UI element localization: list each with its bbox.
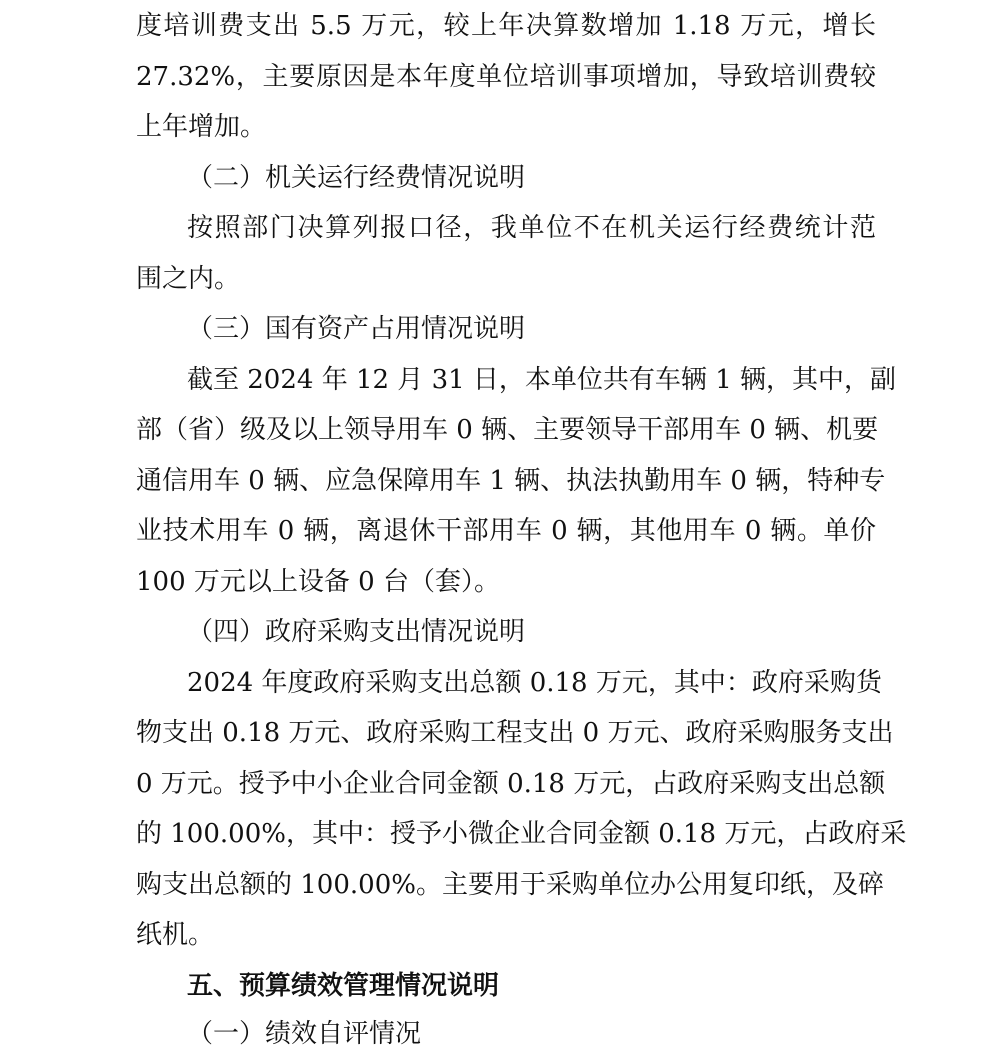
paragraph-line: 2024 年度政府采购支出总额 0.18 万元，其中：政府采购货 [187, 668, 882, 698]
paragraph-line: 通信用车 0 辆、应急保障用车 1 辆、执法执勤用车 0 辆，特种专 [136, 466, 886, 496]
chapter-heading-performance: 五、预算绩效管理情况说明 [187, 971, 500, 1001]
paragraph-line: 截至 2024 年 12 月 31 日，本单位共有车辆 1 辆，其中，副 [187, 365, 896, 395]
section-heading-state-assets: （三）国有资产占用情况说明 [187, 314, 526, 344]
paragraph-line: 购支出总额的 100.00%。主要用于采购单位办公用复印纸，及碎 [136, 870, 884, 900]
paragraph-line: 业技术用车 0 辆，离退休干部用车 0 辆，其他用车 0 辆。单价 [136, 516, 876, 546]
paragraph-line: 物支出 0.18 万元、政府采购工程支出 0 万元、政府采购服务支出 [136, 718, 894, 748]
paragraph-line: 纸机。 [136, 920, 215, 950]
paragraph-line: 上年增加。 [136, 112, 267, 142]
section-heading-self-evaluation: （一）绩效自评情况 [187, 1019, 422, 1049]
paragraph-line: 部（省）级及以上领导用车 0 辆、主要领导干部用车 0 辆、机要 [136, 415, 879, 445]
paragraph-line: 27.32%，主要原因是本年度单位培训事项增加，导致培训费较 [136, 62, 876, 92]
paragraph-line: 100 万元以上设备 0 台（套）。 [136, 567, 500, 597]
paragraph-line: 围之内。 [136, 264, 241, 294]
paragraph-line: 的 100.00%，其中：授予小微企业合同金额 0.18 万元，占政府采 [136, 819, 907, 849]
section-heading-admin-costs: （二）机关运行经费情况说明 [187, 163, 526, 193]
section-heading-procurement: （四）政府采购支出情况说明 [187, 617, 526, 647]
paragraph-line: 按照部门决算列报口径，我单位不在机关运行经费统计范 [187, 213, 876, 243]
paragraph-line: 度培训费支出 5.5 万元，较上年决算数增加 1.18 万元，增长 [136, 11, 876, 41]
paragraph-line: 0 万元。授予中小企业合同金额 0.18 万元，占政府采购支出总额 [136, 769, 886, 799]
